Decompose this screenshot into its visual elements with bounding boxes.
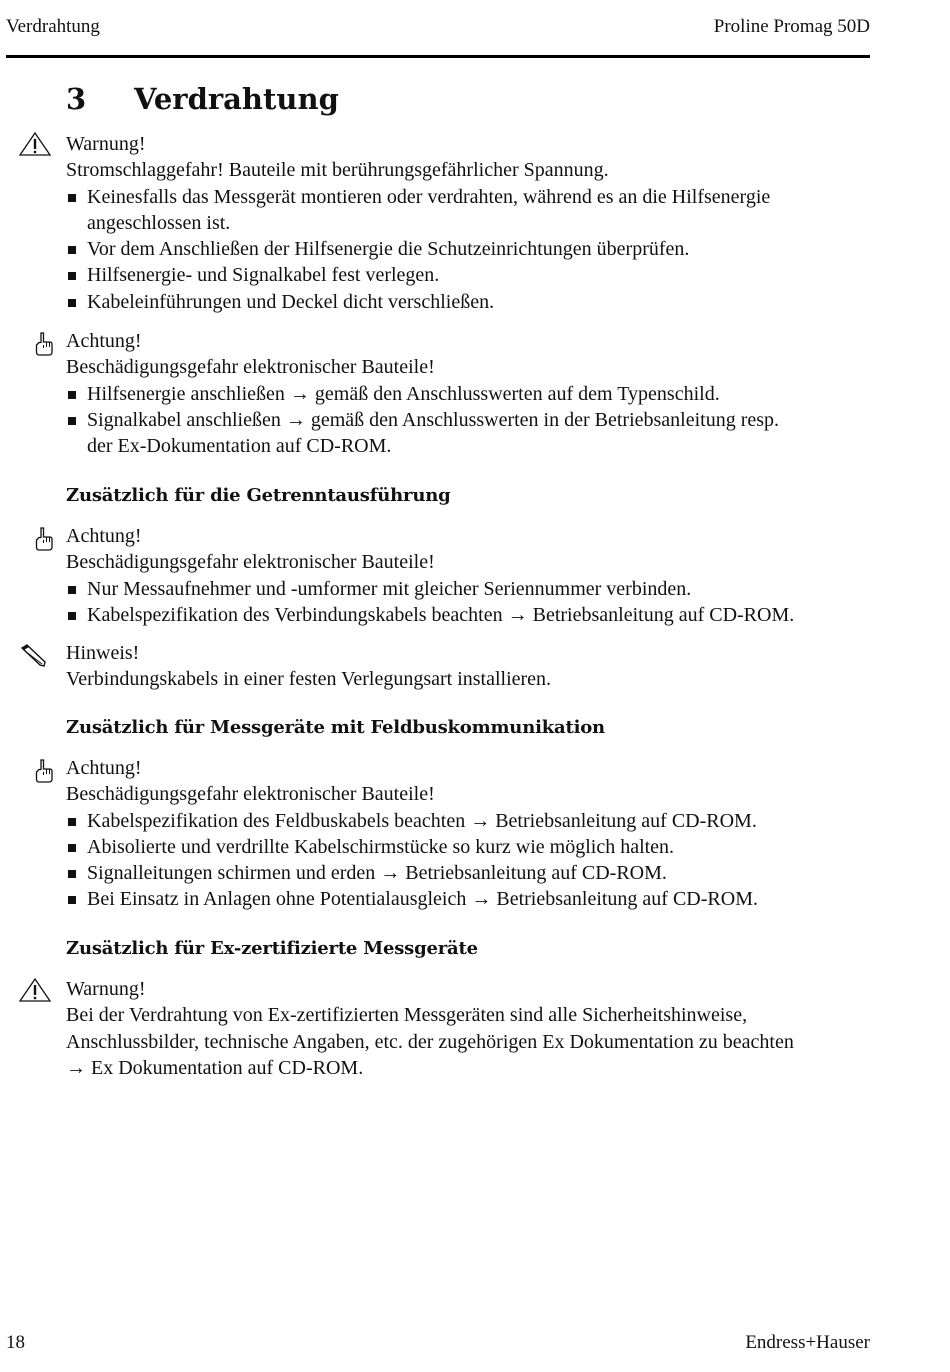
pointing-hand-icon: [34, 758, 54, 784]
list-item-text: Hilfsenergie- und Signalkabel fest verlegen.: [87, 264, 440, 287]
note-text: Verbindungskabels in einer festen Verlegungsart installieren.: [66, 668, 552, 691]
list-item-text: Abisolierte und verdrillte Kabelschirmstücke so kurz wie möglich halten.: [87, 835, 675, 858]
list-item: [66, 576, 856, 602]
list-item-text: Hilfsenergie anschließen → gemäß den Anschlusswerten auf dem Typenschild.: [87, 382, 720, 405]
list-item: [66, 602, 856, 628]
list-item: [66, 184, 856, 237]
header-section-title: Verdrahtung: [6, 16, 100, 37]
list-item: [66, 407, 856, 460]
list-item-text: Signalkabel anschließen → gemäß den Anschlusswerten in der Betriebsanleitung resp.: [87, 408, 780, 431]
caution-block-1: [66, 328, 856, 459]
page-number: 18: [6, 1332, 25, 1353]
list-item: [66, 860, 856, 886]
page-footer: [6, 1332, 870, 1354]
list-item: [66, 381, 856, 407]
list-item: [66, 289, 856, 315]
footer-brand: Endress+Hauser: [745, 1332, 870, 1353]
list-item: [66, 262, 856, 288]
caution-title: Achtung!: [66, 525, 142, 547]
list-item-text: Kabeleinführungen und Deckel dicht verschließen.: [87, 290, 495, 313]
caution-text: Beschädigungsgefahr elektronischer Bauteile!: [66, 551, 435, 574]
warning-triangle-icon: [18, 977, 52, 1003]
list-item: [66, 886, 856, 912]
list-item: [66, 236, 856, 262]
note-block-1: [66, 640, 856, 693]
warning-block-2: [66, 976, 856, 1081]
warning-title: Warnung!: [66, 133, 146, 155]
list-item-text: Vor dem Anschließen der Hilfsenergie die Schutzeinrichtungen überprüfen.: [87, 238, 690, 261]
list-item: [66, 808, 856, 834]
subsection-heading: Zusätzlich für die Getrenntausführung: [66, 485, 451, 506]
chapter-heading: [66, 82, 339, 116]
list-item-text: Kabelspezifikation des Feldbuskabels beachten → Betriebsanleitung auf CD-ROM.: [87, 809, 757, 832]
warning-text: Stromschlaggefahr! Bauteile mit berührungsgefährlicher Spannung.: [66, 159, 609, 182]
chapter-number: 3: [66, 82, 87, 116]
caution-text: Beschädigungsgefahr elektronischer Bauteile!: [66, 356, 435, 379]
page-header: [6, 16, 870, 38]
warning-text: → Ex Dokumentation auf CD-ROM.: [66, 1056, 364, 1079]
subsection-heading: Zusätzlich für Ex-zertifizierte Messgeräte: [66, 938, 478, 959]
list-item-text: Keinesfalls das Messgerät montieren oder verdrahten, während es an die Hilfsenergie: [87, 185, 771, 208]
caution-block-2: [66, 523, 856, 628]
warning-block-1: [66, 131, 856, 315]
warning-triangle-icon: [18, 131, 52, 157]
pencil-icon: [18, 642, 48, 668]
list-item-text: Bei Einsatz in Anlagen ohne Potentialausgleich → Betriebsanleitung auf CD-ROM.: [87, 888, 758, 911]
warning-text: Anschlussbilder, technische Angaben, etc. der zugehörigen Ex Dokumentation zu beachten: [66, 1030, 794, 1053]
caution-text: Beschädigungsgefahr elektronischer Bauteile!: [66, 783, 435, 806]
header-rule: [6, 55, 870, 58]
warning-text: Bei der Verdrahtung von Ex-zertifizierten Messgeräten sind alle Sicherheitshinweise,: [66, 1004, 748, 1027]
subsection-heading: Zusätzlich für Messgeräte mit Feldbuskommunikation: [66, 717, 605, 738]
caution-block-3: [66, 755, 856, 913]
list-item-text: Signalleitungen schirmen und erden → Betriebsanleitung auf CD-ROM.: [87, 862, 667, 885]
caution-title: Achtung!: [66, 757, 142, 779]
chapter-title: Verdrahtung: [134, 82, 339, 116]
list-item-text-cont: der Ex-Dokumentation auf CD-ROM.: [87, 435, 392, 458]
list-item-text: Nur Messaufnehmer und -umformer mit gleicher Seriennummer verbinden.: [87, 577, 692, 600]
warning-title: Warnung!: [66, 978, 146, 1000]
list-item: [66, 834, 856, 860]
header-product-name: Proline Promag 50D: [713, 16, 870, 37]
pointing-hand-icon: [34, 526, 54, 552]
pointing-hand-icon: [34, 331, 54, 357]
note-title: Hinweis!: [66, 642, 140, 664]
list-item-text-cont: angeschlossen ist.: [87, 211, 231, 234]
caution-title: Achtung!: [66, 330, 142, 352]
list-item-text: Kabelspezifikation des Verbindungskabels beachten → Betriebsanleitung auf CD-ROM.: [87, 603, 795, 626]
